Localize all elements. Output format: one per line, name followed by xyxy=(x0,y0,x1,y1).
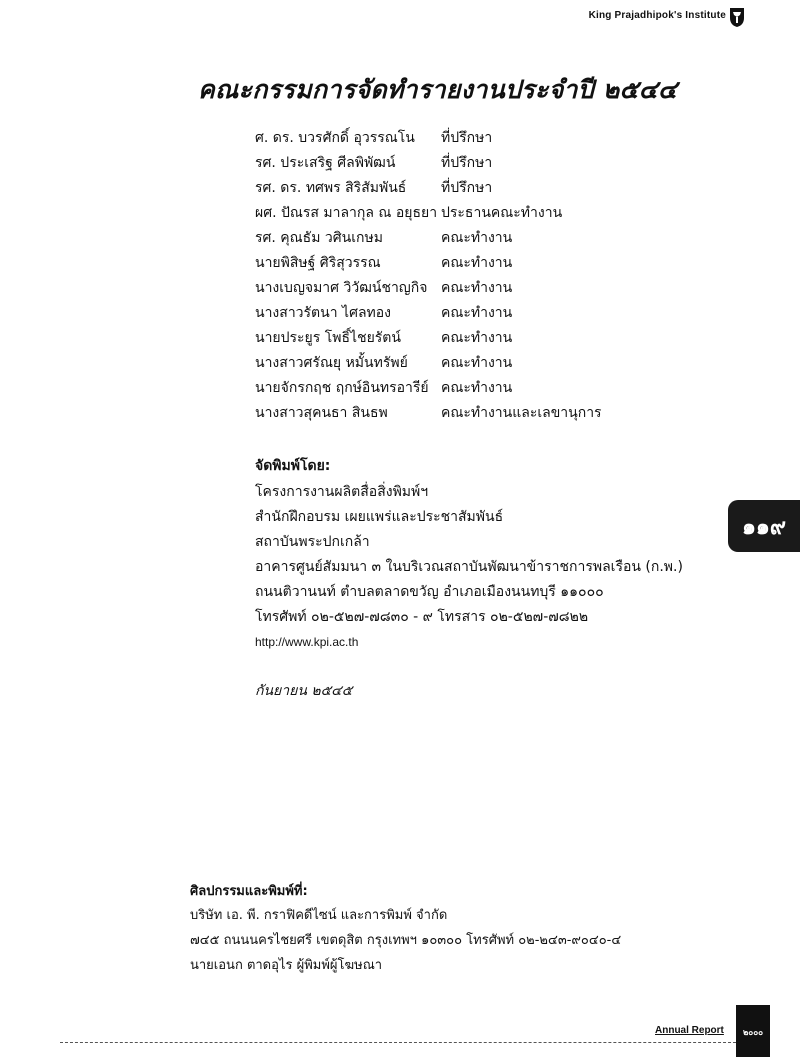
member-name: นายพิสิษฐ์ ศิริสุวรรณ xyxy=(255,255,381,271)
member-name: รศ. คุณธัม วศินเกษม xyxy=(255,230,383,246)
printer-line: บริษัท เอ. พี. กราฟิคดีไซน์ และการพิมพ์ จำกัด xyxy=(190,908,448,923)
footer-divider xyxy=(60,1042,736,1043)
member-role: คณะทำงานและเลขานุการ xyxy=(441,405,602,421)
footer-report-label: Annual Report xyxy=(655,1025,724,1036)
publisher-line: โทรศัพท์ ๐๒-๕๒๗-๗๘๓๐ - ๙ โทรสาร ๐๒-๕๒๗-๗๘๒๒ xyxy=(255,609,589,625)
committee-member xyxy=(255,226,675,251)
publisher-line: ถนนติวานนท์ ตำบลตลาดขวัญ อำเภอเมืองนนทบุรี ๑๑๐๐๐ xyxy=(255,584,604,600)
footer-year-block: ๒๐๐๐ xyxy=(736,1005,770,1057)
website-url: http://www.kpi.ac.th xyxy=(255,635,359,649)
committee-member xyxy=(255,276,675,301)
committee-member xyxy=(255,326,675,351)
member-name: ศ. ดร. บวรศักดิ์ อุวรรณโน xyxy=(255,130,415,146)
printer-info xyxy=(190,903,621,978)
committee-member xyxy=(255,351,675,376)
publisher-line: อาคารศูนย์สัมมนา ๓ ในบริเวณสถาบันพัฒนาข้าราชการพลเรือน (ก.พ.) xyxy=(255,559,683,575)
member-name: นางสาวสุคนธา สินธพ xyxy=(255,405,388,421)
publication-date: กันยายน ๒๕๔๕ xyxy=(255,683,353,699)
publisher-line: สถาบันพระปกเกล้า xyxy=(255,534,370,550)
committee-member xyxy=(255,401,675,426)
member-name: นายประยูร โพธิ์ไชยรัตน์ xyxy=(255,330,401,346)
page-title: คณะกรรมการจัดทำรายงานประจำปี ๒๕๔๔ xyxy=(198,75,678,104)
member-role: คณะทำงาน xyxy=(441,230,513,246)
member-name: นางเบญจมาศ วิวัฒน์ชาญกิจ xyxy=(255,280,428,296)
member-name: ผศ. ปัณรส มาลากุล ณ อยุธยา xyxy=(255,205,438,221)
institute-name: King Prajadhipok's Institute xyxy=(588,10,726,21)
publisher-address xyxy=(255,480,683,655)
printer-line: ๗๔๕ ถนนนครไชยศรี เขตดุสิต กรุงเทพฯ ๑๐๓๐๐ โทรศัพท์ ๐๒-๒๔๓-๙๐๔๐-๔ xyxy=(190,933,622,948)
member-role: คณะทำงาน xyxy=(441,305,513,321)
member-role: คณะทำงาน xyxy=(441,330,513,346)
member-role: ที่ปรึกษา xyxy=(441,130,493,146)
member-role: คณะทำงาน xyxy=(441,280,513,296)
page-number-tab: ๑๑๙ xyxy=(728,500,800,552)
committee-member xyxy=(255,251,675,276)
member-role: คณะทำงาน xyxy=(441,380,513,396)
committee-member xyxy=(255,376,675,401)
committee-member xyxy=(255,126,675,151)
member-name: นางสาวศรัณยุ หมั้นทรัพย์ xyxy=(255,355,408,371)
member-role: ประธานคณะทำงาน xyxy=(441,205,563,221)
published-by-heading: จัดพิมพ์โดย: xyxy=(255,458,331,474)
printer-line: นายเอนก ตาดอุไร ผู้พิมพ์ผู้โฆษณา xyxy=(190,958,383,973)
member-name: รศ. ประเสริฐ ศีลพิพัฒน์ xyxy=(255,155,396,171)
member-role: คณะทำงาน xyxy=(441,355,513,371)
member-name: นางสาวรัตนา ไศลทอง xyxy=(255,305,392,321)
member-role: ที่ปรึกษา xyxy=(441,180,493,196)
publisher-line: สำนักฝึกอบรม เผยแพร่และประชาสัมพันธ์ xyxy=(255,509,504,525)
member-name: รศ. ดร. ทศพร สิริสัมพันธ์ xyxy=(255,180,407,196)
member-role: คณะทำงาน xyxy=(441,255,513,271)
publisher-line: โครงการงานผลิตสื่อสิ่งพิมพ์ฯ xyxy=(255,484,429,500)
member-name: นายจักรกฤช ฤกษ์อินทรอารีย์ xyxy=(255,380,429,396)
committee-member xyxy=(255,151,675,176)
kpi-emblem-icon xyxy=(728,6,746,28)
committee-member xyxy=(255,176,675,201)
committee-list xyxy=(255,126,675,426)
committee-member xyxy=(255,301,675,326)
committee-member xyxy=(255,201,675,226)
member-role: ที่ปรึกษา xyxy=(441,155,493,171)
art-print-heading: ศิลปกรรมและพิมพ์ที่: xyxy=(190,884,308,899)
